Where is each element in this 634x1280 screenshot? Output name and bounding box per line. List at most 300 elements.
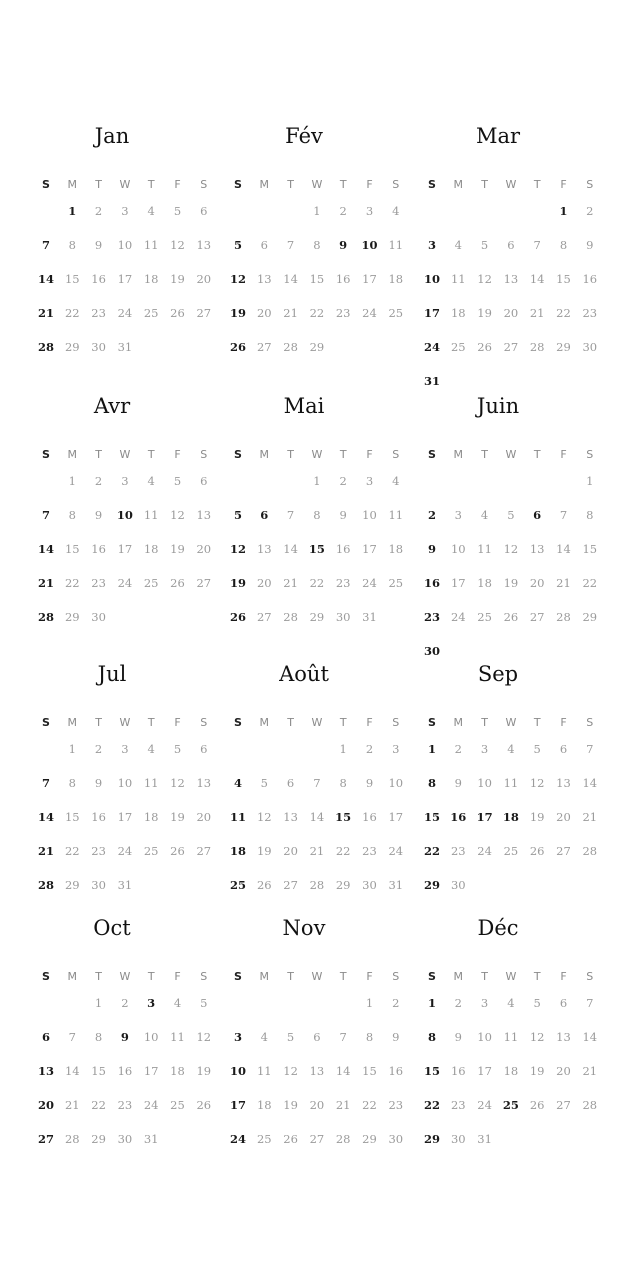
- day-cell[interactable]: 18: [143, 542, 159, 556]
- day-cell[interactable]: 14: [582, 776, 598, 790]
- day-cell[interactable]: 4: [173, 996, 182, 1010]
- day-cell[interactable]: 2: [339, 474, 347, 488]
- day-cell[interactable]: 6: [200, 742, 208, 756]
- day-cell[interactable]: 22: [362, 1098, 377, 1112]
- day-cell[interactable]: 10: [477, 1030, 492, 1044]
- day-cell[interactable]: 27: [196, 844, 212, 858]
- day-cell[interactable]: 18: [388, 542, 404, 556]
- day-cell[interactable]: 3: [392, 742, 400, 756]
- day-cell[interactable]: 8: [313, 508, 321, 522]
- day-cell[interactable]: 9: [427, 542, 436, 556]
- day-cell[interactable]: 20: [196, 272, 212, 286]
- day-cell[interactable]: 4: [507, 996, 515, 1010]
- day-cell[interactable]: 9: [94, 508, 103, 522]
- day-cell[interactable]: 23: [362, 844, 377, 858]
- day-cell[interactable]: 25: [477, 610, 492, 624]
- day-cell[interactable]: 31: [117, 878, 133, 892]
- day-cell[interactable]: 4: [147, 474, 155, 488]
- day-cell[interactable]: 14: [37, 542, 54, 556]
- day-cell[interactable]: 4: [392, 474, 400, 488]
- day-cell[interactable]: 11: [388, 508, 404, 522]
- day-cell[interactable]: 2: [365, 742, 374, 756]
- day-cell[interactable]: 13: [283, 810, 298, 824]
- day-cell[interactable]: 26: [283, 1132, 298, 1146]
- day-cell[interactable]: 9: [339, 238, 348, 252]
- day-cell[interactable]: 29: [582, 610, 598, 624]
- day-cell[interactable]: 9: [120, 1030, 129, 1044]
- day-cell[interactable]: 17: [362, 272, 377, 286]
- day-cell[interactable]: 6: [286, 776, 295, 790]
- day-cell[interactable]: 17: [143, 1064, 159, 1078]
- day-cell[interactable]: 4: [147, 204, 155, 218]
- day-cell[interactable]: 25: [229, 878, 246, 892]
- day-cell[interactable]: 19: [256, 844, 272, 858]
- day-cell[interactable]: 29: [335, 878, 351, 892]
- day-cell[interactable]: 20: [556, 810, 571, 824]
- day-cell[interactable]: 9: [365, 776, 374, 790]
- day-cell[interactable]: 15: [423, 1064, 440, 1078]
- day-cell[interactable]: 1: [339, 742, 347, 756]
- day-cell[interactable]: 3: [121, 474, 129, 488]
- day-cell[interactable]: 8: [68, 508, 76, 522]
- day-cell[interactable]: 3: [454, 508, 462, 522]
- day-cell[interactable]: 20: [503, 306, 519, 320]
- day-cell[interactable]: 28: [37, 610, 54, 624]
- day-cell[interactable]: 16: [335, 272, 351, 286]
- day-cell[interactable]: 5: [233, 508, 242, 522]
- day-cell[interactable]: 2: [454, 996, 462, 1010]
- day-cell[interactable]: 10: [423, 272, 440, 286]
- day-cell[interactable]: 4: [233, 776, 242, 790]
- day-cell[interactable]: 10: [477, 776, 492, 790]
- day-cell[interactable]: 8: [68, 776, 76, 790]
- day-cell[interactable]: 22: [309, 576, 325, 590]
- day-cell[interactable]: 14: [283, 542, 298, 556]
- day-cell[interactable]: 15: [91, 1064, 106, 1078]
- day-cell[interactable]: 3: [365, 204, 374, 218]
- day-cell[interactable]: 13: [37, 1064, 54, 1078]
- day-cell[interactable]: 18: [229, 844, 246, 858]
- day-cell[interactable]: 3: [121, 742, 129, 756]
- day-cell[interactable]: 2: [94, 204, 103, 218]
- day-cell[interactable]: 16: [582, 272, 598, 286]
- day-cell[interactable]: 13: [529, 542, 545, 556]
- day-cell[interactable]: 13: [256, 542, 272, 556]
- day-cell[interactable]: 7: [41, 238, 50, 252]
- day-cell[interactable]: 12: [170, 776, 185, 790]
- day-cell[interactable]: 22: [423, 1098, 440, 1112]
- day-cell[interactable]: 17: [229, 1098, 246, 1112]
- day-cell[interactable]: 15: [64, 272, 80, 286]
- day-cell[interactable]: 22: [423, 844, 440, 858]
- day-cell[interactable]: 28: [335, 1132, 351, 1146]
- day-cell[interactable]: 29: [64, 610, 80, 624]
- day-cell[interactable]: 7: [286, 238, 295, 252]
- day-cell[interactable]: 10: [361, 238, 378, 252]
- day-cell[interactable]: 1: [427, 996, 436, 1010]
- day-cell[interactable]: 11: [143, 508, 159, 522]
- day-cell[interactable]: 10: [117, 776, 133, 790]
- day-cell[interactable]: 16: [91, 272, 106, 286]
- day-cell[interactable]: 6: [260, 238, 268, 252]
- day-cell[interactable]: 16: [450, 1064, 466, 1078]
- day-cell[interactable]: 28: [556, 610, 571, 624]
- day-cell[interactable]: 15: [309, 272, 325, 286]
- day-cell[interactable]: 5: [533, 742, 541, 756]
- day-cell[interactable]: 20: [37, 1098, 54, 1112]
- day-cell[interactable]: 21: [37, 306, 54, 320]
- day-cell[interactable]: 15: [335, 810, 352, 824]
- day-cell[interactable]: 6: [200, 474, 208, 488]
- day-cell[interactable]: 20: [196, 810, 212, 824]
- day-cell[interactable]: 30: [91, 340, 106, 354]
- day-cell[interactable]: 23: [582, 306, 598, 320]
- day-cell[interactable]: 15: [362, 1064, 377, 1078]
- day-cell[interactable]: 12: [170, 508, 185, 522]
- day-cell[interactable]: 29: [362, 1132, 377, 1146]
- day-cell[interactable]: 7: [586, 996, 594, 1010]
- day-cell[interactable]: 12: [477, 272, 492, 286]
- day-cell[interactable]: 13: [556, 776, 571, 790]
- day-cell[interactable]: 24: [388, 844, 404, 858]
- day-cell[interactable]: 27: [309, 1132, 325, 1146]
- day-cell[interactable]: 16: [362, 810, 377, 824]
- day-cell[interactable]: 22: [64, 306, 80, 320]
- day-cell[interactable]: 24: [477, 1098, 492, 1112]
- day-cell[interactable]: 6: [260, 508, 269, 522]
- day-cell[interactable]: 8: [586, 508, 594, 522]
- day-cell[interactable]: 7: [339, 1030, 347, 1044]
- day-cell[interactable]: 8: [559, 238, 568, 252]
- day-cell[interactable]: 18: [503, 1064, 519, 1078]
- day-cell[interactable]: 28: [529, 340, 545, 354]
- day-cell[interactable]: 13: [196, 776, 212, 790]
- day-cell[interactable]: 10: [116, 508, 133, 522]
- day-cell[interactable]: 19: [229, 306, 246, 320]
- day-cell[interactable]: 26: [170, 844, 185, 858]
- day-cell[interactable]: 26: [256, 878, 272, 892]
- day-cell[interactable]: 16: [388, 1064, 404, 1078]
- day-cell[interactable]: 4: [507, 742, 515, 756]
- day-cell[interactable]: 7: [286, 508, 295, 522]
- day-cell[interactable]: 2: [392, 996, 400, 1010]
- day-cell[interactable]: 18: [143, 272, 159, 286]
- day-cell[interactable]: 25: [143, 576, 159, 590]
- day-cell[interactable]: 27: [556, 1098, 571, 1112]
- day-cell[interactable]: 6: [313, 1030, 321, 1044]
- day-cell[interactable]: 2: [586, 204, 594, 218]
- day-cell[interactable]: 29: [309, 610, 325, 624]
- day-cell[interactable]: 9: [339, 508, 347, 522]
- day-cell[interactable]: 24: [117, 306, 133, 320]
- day-cell[interactable]: 18: [170, 1064, 185, 1078]
- day-cell[interactable]: 29: [423, 878, 440, 892]
- day-cell[interactable]: 21: [64, 1098, 80, 1112]
- day-cell[interactable]: 27: [283, 878, 298, 892]
- day-cell[interactable]: 19: [229, 576, 246, 590]
- day-cell[interactable]: 11: [503, 1030, 519, 1044]
- day-cell[interactable]: 19: [196, 1064, 212, 1078]
- day-cell[interactable]: 23: [91, 576, 106, 590]
- day-cell[interactable]: 17: [117, 542, 133, 556]
- day-cell[interactable]: 21: [582, 810, 598, 824]
- day-cell[interactable]: 27: [503, 340, 519, 354]
- day-cell[interactable]: 17: [476, 810, 493, 824]
- day-cell[interactable]: 24: [229, 1132, 246, 1146]
- day-cell[interactable]: 18: [502, 810, 519, 824]
- day-cell[interactable]: 4: [147, 742, 155, 756]
- day-cell[interactable]: 16: [117, 1064, 133, 1078]
- day-cell[interactable]: 23: [450, 844, 466, 858]
- day-cell[interactable]: 14: [37, 810, 54, 824]
- day-cell[interactable]: 30: [450, 878, 466, 892]
- day-cell[interactable]: 18: [143, 810, 159, 824]
- day-cell[interactable]: 9: [94, 238, 103, 252]
- day-cell[interactable]: 9: [454, 776, 462, 790]
- day-cell[interactable]: 23: [117, 1098, 133, 1112]
- day-cell[interactable]: 3: [233, 1030, 242, 1044]
- day-cell[interactable]: 7: [68, 1030, 76, 1044]
- day-cell[interactable]: 30: [117, 1132, 133, 1146]
- day-cell[interactable]: 17: [477, 1064, 492, 1078]
- day-cell[interactable]: 2: [94, 474, 103, 488]
- day-cell[interactable]: 20: [309, 1098, 325, 1112]
- day-cell[interactable]: 23: [91, 844, 106, 858]
- day-cell[interactable]: 6: [507, 238, 515, 252]
- day-cell[interactable]: 30: [91, 610, 106, 624]
- day-cell[interactable]: 15: [64, 810, 80, 824]
- day-cell[interactable]: 25: [170, 1098, 185, 1112]
- day-cell[interactable]: 21: [309, 844, 325, 858]
- day-cell[interactable]: 21: [37, 844, 54, 858]
- day-cell[interactable]: 5: [173, 204, 182, 218]
- day-cell[interactable]: 12: [503, 542, 519, 556]
- day-cell[interactable]: 29: [91, 1132, 106, 1146]
- day-cell[interactable]: 17: [388, 810, 404, 824]
- day-cell[interactable]: 20: [256, 576, 272, 590]
- day-cell[interactable]: 23: [91, 306, 106, 320]
- day-cell[interactable]: 12: [170, 238, 185, 252]
- day-cell[interactable]: 17: [362, 542, 377, 556]
- day-cell[interactable]: 7: [559, 508, 568, 522]
- day-cell[interactable]: 24: [450, 610, 466, 624]
- day-cell[interactable]: 8: [339, 776, 347, 790]
- day-cell[interactable]: 1: [68, 204, 77, 218]
- day-cell[interactable]: 12: [256, 810, 272, 824]
- day-cell[interactable]: 29: [556, 340, 571, 354]
- day-cell[interactable]: 1: [427, 742, 436, 756]
- day-cell[interactable]: 31: [143, 1132, 159, 1146]
- day-cell[interactable]: 8: [427, 1030, 436, 1044]
- day-cell[interactable]: 19: [170, 810, 185, 824]
- day-cell[interactable]: 7: [533, 238, 541, 252]
- day-cell[interactable]: 10: [143, 1030, 159, 1044]
- day-cell[interactable]: 7: [586, 742, 594, 756]
- day-cell[interactable]: 21: [582, 1064, 598, 1078]
- day-cell[interactable]: 2: [454, 742, 462, 756]
- day-cell[interactable]: 5: [173, 742, 182, 756]
- day-cell[interactable]: 2: [339, 204, 347, 218]
- day-cell[interactable]: 15: [423, 810, 440, 824]
- day-cell[interactable]: 5: [507, 508, 515, 522]
- day-cell[interactable]: 14: [529, 272, 545, 286]
- day-cell[interactable]: 5: [173, 474, 182, 488]
- day-cell[interactable]: 11: [170, 1030, 185, 1044]
- day-cell[interactable]: 29: [309, 340, 325, 354]
- day-cell[interactable]: 1: [68, 742, 76, 756]
- day-cell[interactable]: 13: [556, 1030, 571, 1044]
- day-cell[interactable]: 11: [450, 272, 466, 286]
- day-cell[interactable]: 26: [477, 340, 492, 354]
- day-cell[interactable]: 6: [533, 508, 542, 522]
- day-cell[interactable]: 20: [529, 576, 545, 590]
- day-cell[interactable]: 31: [477, 1132, 492, 1146]
- day-cell[interactable]: 2: [94, 742, 103, 756]
- day-cell[interactable]: 24: [117, 576, 133, 590]
- day-cell[interactable]: 1: [94, 996, 103, 1010]
- day-cell[interactable]: 7: [313, 776, 321, 790]
- day-cell[interactable]: 13: [309, 1064, 325, 1078]
- day-cell[interactable]: 28: [37, 340, 54, 354]
- day-cell[interactable]: 25: [450, 340, 466, 354]
- day-cell[interactable]: 13: [503, 272, 519, 286]
- day-cell[interactable]: 19: [283, 1098, 298, 1112]
- day-cell[interactable]: 18: [256, 1098, 272, 1112]
- day-cell[interactable]: 24: [117, 844, 133, 858]
- day-cell[interactable]: 25: [143, 844, 159, 858]
- day-cell[interactable]: 24: [362, 306, 377, 320]
- day-cell[interactable]: 28: [309, 878, 325, 892]
- day-cell[interactable]: 26: [529, 1098, 545, 1112]
- day-cell[interactable]: 27: [256, 610, 272, 624]
- day-cell[interactable]: 14: [64, 1064, 80, 1078]
- day-cell[interactable]: 4: [454, 238, 462, 252]
- day-cell[interactable]: 16: [91, 810, 106, 824]
- day-cell[interactable]: 2: [427, 508, 436, 522]
- day-cell[interactable]: 3: [365, 474, 374, 488]
- day-cell[interactable]: 17: [117, 810, 133, 824]
- day-cell[interactable]: 25: [503, 844, 519, 858]
- day-cell[interactable]: 6: [559, 742, 568, 756]
- day-cell[interactable]: 19: [477, 306, 492, 320]
- day-cell[interactable]: 11: [229, 810, 246, 824]
- day-cell[interactable]: 3: [147, 996, 156, 1010]
- day-cell[interactable]: 28: [283, 610, 298, 624]
- day-cell[interactable]: 20: [196, 542, 212, 556]
- day-cell[interactable]: 5: [260, 776, 268, 790]
- day-cell[interactable]: 6: [200, 204, 208, 218]
- day-cell[interactable]: 30: [582, 340, 598, 354]
- day-cell[interactable]: 22: [64, 844, 80, 858]
- day-cell[interactable]: 25: [388, 306, 404, 320]
- day-cell[interactable]: 7: [41, 776, 50, 790]
- day-cell[interactable]: 26: [170, 306, 185, 320]
- day-cell[interactable]: 12: [529, 1030, 545, 1044]
- day-cell[interactable]: 12: [529, 776, 545, 790]
- day-cell[interactable]: 14: [582, 1030, 598, 1044]
- day-cell[interactable]: 8: [313, 238, 321, 252]
- day-cell[interactable]: 28: [582, 1098, 598, 1112]
- day-cell[interactable]: 25: [502, 1098, 519, 1112]
- day-cell[interactable]: 21: [283, 306, 298, 320]
- day-cell[interactable]: 11: [388, 238, 404, 252]
- day-cell[interactable]: 27: [256, 340, 272, 354]
- day-cell[interactable]: 31: [362, 610, 377, 624]
- day-cell[interactable]: 21: [556, 576, 571, 590]
- day-cell[interactable]: 29: [423, 1132, 440, 1146]
- day-cell[interactable]: 3: [427, 238, 436, 252]
- day-cell[interactable]: 16: [335, 542, 351, 556]
- day-cell[interactable]: 27: [529, 610, 545, 624]
- day-cell[interactable]: 16: [423, 576, 440, 590]
- day-cell[interactable]: 1: [586, 474, 594, 488]
- day-cell[interactable]: 15: [308, 542, 325, 556]
- day-cell[interactable]: 21: [283, 576, 298, 590]
- day-cell[interactable]: 5: [200, 996, 208, 1010]
- day-cell[interactable]: 16: [91, 542, 106, 556]
- day-cell[interactable]: 25: [388, 576, 404, 590]
- day-cell[interactable]: 23: [335, 576, 351, 590]
- day-cell[interactable]: 19: [529, 810, 545, 824]
- day-cell[interactable]: 1: [68, 474, 76, 488]
- day-cell[interactable]: 21: [335, 1098, 351, 1112]
- day-cell[interactable]: 7: [41, 508, 50, 522]
- day-cell[interactable]: 3: [480, 742, 489, 756]
- day-cell[interactable]: 28: [37, 878, 54, 892]
- day-cell[interactable]: 3: [480, 996, 489, 1010]
- day-cell[interactable]: 23: [423, 610, 440, 624]
- day-cell[interactable]: 22: [309, 306, 325, 320]
- day-cell[interactable]: 20: [283, 844, 298, 858]
- day-cell[interactable]: 13: [196, 508, 212, 522]
- day-cell[interactable]: 26: [503, 610, 519, 624]
- day-cell[interactable]: 2: [121, 996, 129, 1010]
- day-cell[interactable]: 3: [121, 204, 129, 218]
- day-cell[interactable]: 10: [117, 238, 133, 252]
- day-cell[interactable]: 30: [362, 878, 377, 892]
- day-cell[interactable]: 28: [64, 1132, 80, 1146]
- day-cell[interactable]: 22: [64, 576, 80, 590]
- day-cell[interactable]: 27: [196, 306, 212, 320]
- day-cell[interactable]: 15: [582, 542, 598, 556]
- day-cell[interactable]: 9: [586, 238, 594, 252]
- day-cell[interactable]: 30: [388, 1132, 404, 1146]
- day-cell[interactable]: 27: [196, 576, 212, 590]
- day-cell[interactable]: 8: [365, 1030, 374, 1044]
- day-cell[interactable]: 11: [143, 776, 159, 790]
- day-cell[interactable]: 1: [559, 204, 568, 218]
- day-cell[interactable]: 5: [533, 996, 541, 1010]
- day-cell[interactable]: 4: [392, 204, 400, 218]
- day-cell[interactable]: 12: [229, 542, 246, 556]
- day-cell[interactable]: 31: [388, 878, 404, 892]
- day-cell[interactable]: 29: [64, 878, 80, 892]
- day-cell[interactable]: 22: [335, 844, 351, 858]
- day-cell[interactable]: 10: [362, 508, 377, 522]
- day-cell[interactable]: 15: [556, 272, 571, 286]
- day-cell[interactable]: 10: [450, 542, 466, 556]
- day-cell[interactable]: 19: [503, 576, 519, 590]
- day-cell[interactable]: 19: [529, 1064, 545, 1078]
- day-cell[interactable]: 14: [283, 272, 298, 286]
- day-cell[interactable]: 11: [256, 1064, 272, 1078]
- day-cell[interactable]: 9: [94, 776, 103, 790]
- day-cell[interactable]: 23: [388, 1098, 404, 1112]
- day-cell[interactable]: 27: [556, 844, 571, 858]
- day-cell[interactable]: 28: [283, 340, 298, 354]
- day-cell[interactable]: 31: [423, 374, 440, 388]
- day-cell[interactable]: 27: [37, 1132, 54, 1146]
